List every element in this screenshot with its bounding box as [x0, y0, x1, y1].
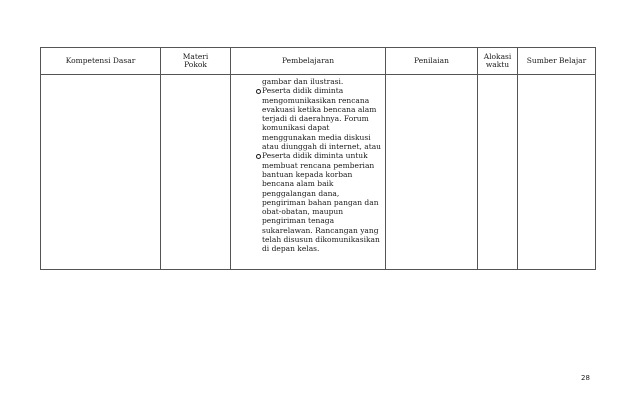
bullet-icon — [256, 154, 261, 159]
header-sumber-belajar: Sumber Belajar — [518, 48, 596, 75]
cell-alokasi-waktu — [478, 75, 518, 270]
lesson-plan-table — [40, 47, 596, 270]
list-item — [262, 86, 381, 151]
page-number: 28 — [581, 374, 590, 382]
list-item-text: Peserta didik diminta untuk membuat rencana pemberian bantuan kepada korban bencana alam baik penggalangan dana, pengiriman bahan pangan dan obat-obatan, maupun pengiriman tenaga sukarelawan. Rancangan yang telah disusun dikomunikasikan di depan kelas. — [262, 151, 380, 254]
header-alokasi-waktu: Alokasi waktu — [478, 48, 518, 75]
cell-materi-pokok — [161, 75, 231, 270]
header-kompetensi-dasar: Kompetensi Dasar — [41, 48, 161, 75]
list-item — [262, 151, 381, 253]
cell-pembelajaran — [231, 75, 386, 270]
bullet-icon — [256, 89, 261, 94]
cell-kompetensi-dasar — [41, 75, 161, 270]
cell-sumber-belajar — [518, 75, 596, 270]
table-row — [41, 75, 596, 270]
table-header-row — [41, 48, 596, 75]
list-item-text: Peserta didik diminta mengomunikasikan rencana evakuasi ketika bencana alam terjadi di daerahnya. Forum komunikasi dapat menggunakan media diskusi atau diunggah di internet, atau — [262, 86, 382, 152]
header-penilaian: Penilaian — [386, 48, 478, 75]
header-pembelajaran: Pembelajaran — [231, 48, 386, 75]
pembelajaran-list — [262, 86, 381, 253]
pembelajaran-continuation: gambar dan ilustrasi. — [262, 77, 344, 86]
header-materi-pokok: Materi Pokok — [161, 48, 231, 75]
cell-penilaian — [386, 75, 478, 270]
